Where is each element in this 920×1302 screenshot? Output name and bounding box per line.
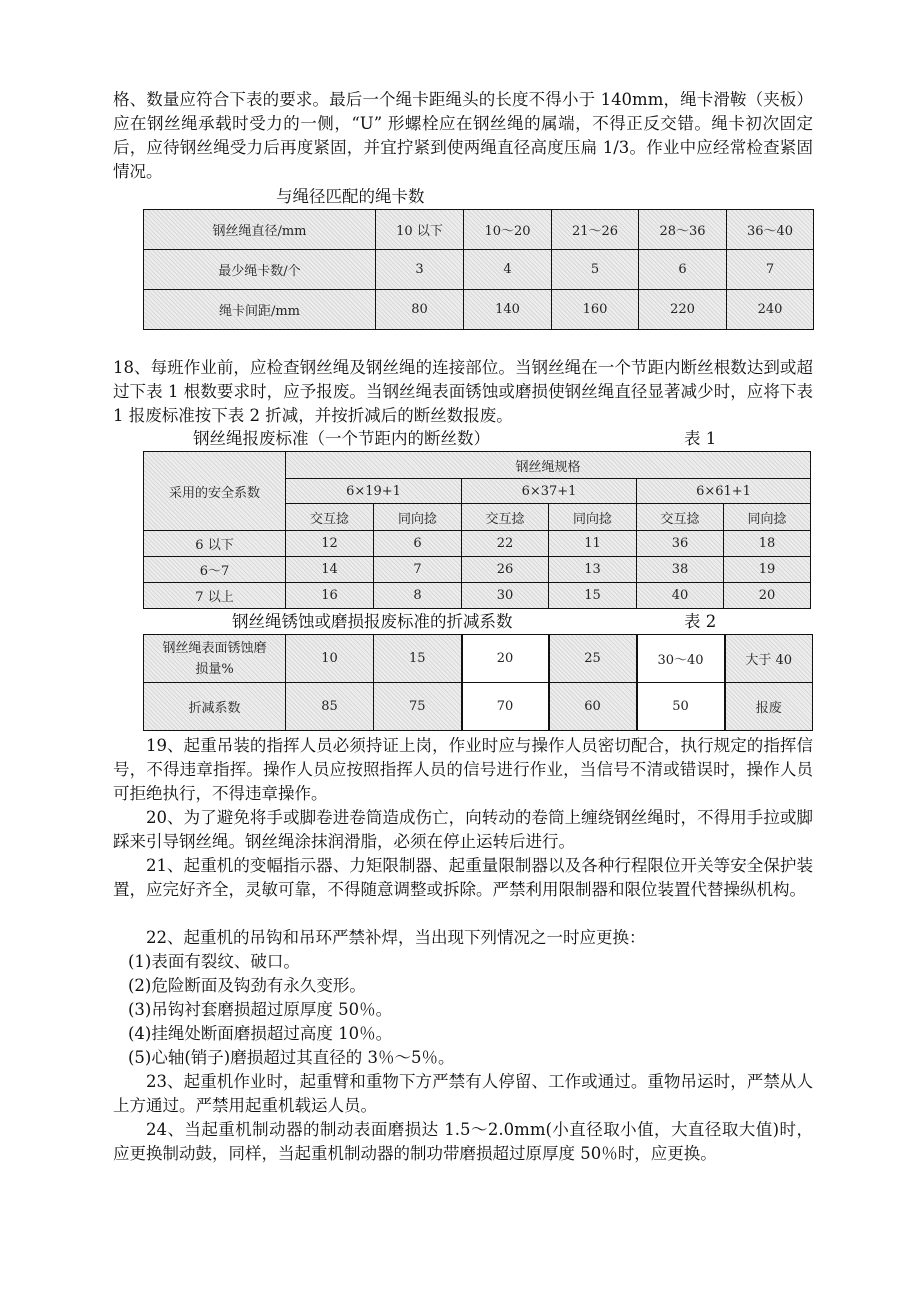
table-cell: 16 [286, 583, 374, 609]
table-cell: 26 [462, 557, 549, 583]
table-cell: 15 [549, 583, 637, 609]
table-cell: 28～36 [639, 210, 727, 250]
table2-caption: 钢丝绳锈蚀或磨损报废标准的折减系数 [232, 612, 513, 631]
twist-header: 交互捻 [462, 504, 549, 531]
table-cell: 5 [552, 250, 639, 290]
intro-paragraph: 格、数量应符合下表的要求。最后一个绳卡距绳头的长度不得小于 140mm，绳卡滑鞍（夹板）应在钢丝绳承载时受力的一侧，“U” 形螺栓应在钢丝绳的属端，不得正反交错。绳卡初次固定后，应待钢丝绳受力后再度紧固，并宜拧紧到使两绳直径高度压扁 1/3。作业中应经常检查紧固情况。 [113, 90, 813, 181]
corner-label: 采用的安全系数 [144, 452, 286, 531]
table-cell: 240 [727, 290, 814, 330]
table-cell: 160 [552, 290, 639, 330]
table-cell: 3 [376, 250, 464, 290]
twist-header: 交互捻 [637, 504, 724, 531]
table-cell: 7 [374, 557, 462, 583]
item-24: 24、当起重机制动器的制动表面磨损达 1.5～2.0mm(小直径取小值，大直径取大值)时，应更换制动鼓，同样，当起重机制动器的制功带磨损超过原厚度 50％时，应更换。 [113, 1120, 813, 1163]
table-cell: 4 [464, 250, 552, 290]
table-cell: 70 [462, 683, 549, 731]
row-label: 最少绳卡数/个 [144, 250, 376, 290]
reduction-coefficient-table [143, 634, 813, 731]
table-cell: 60 [549, 683, 637, 731]
table-cell: 12 [286, 531, 374, 557]
table-cell: 20 [724, 583, 811, 609]
table-cell: 11 [549, 531, 637, 557]
table-cell: 18 [724, 531, 811, 557]
item-23: 23、起重机作业时，起重臂和重物下方严禁有人停留、工作或通过。重物吊运时，严禁从人上方通过。严禁用起重机载运人员。 [113, 1072, 813, 1115]
table-cell: 38 [637, 557, 724, 583]
table2-number: 表 2 [684, 612, 717, 631]
scrap-standard-table [143, 451, 811, 609]
table-row [144, 635, 813, 683]
table-cell: 10～20 [464, 210, 552, 250]
wear-label-line1: 钢丝绳表面锈蚀磨 [162, 640, 267, 656]
table-cell: 36 [637, 531, 724, 557]
table-row [144, 250, 814, 290]
table-row [144, 557, 811, 583]
table-cell: 7 [727, 250, 814, 290]
row-label: 折减系数 [144, 683, 286, 731]
table-cell: 13 [549, 557, 637, 583]
table-cell: 10 以下 [376, 210, 464, 250]
item-19: 19、起重吊装的指挥人员必须持证上岗，作业时应与操作人员密切配合，执行规定的指挥信号，不得违章指挥。操作人员应按照指挥人员的信号进行作业，当信号不清或错误时，操作人员可拒绝执行，不得违章操作。 [113, 736, 813, 803]
table-cell: 30～40 [637, 635, 725, 683]
table-row [144, 210, 814, 250]
row-label: 7 以上 [144, 583, 286, 609]
twist-header: 同向捻 [724, 504, 811, 531]
table-cell: 大于 40 [725, 635, 813, 683]
table-cell: 80 [376, 290, 464, 330]
row-label: 绳卡间距/mm [144, 290, 376, 330]
table-row [144, 452, 811, 479]
table-cell: 报废 [725, 683, 813, 731]
item-22: 22、起重机的吊钩和吊环严禁补焊，当出现下列情况之一时应更换： [146, 928, 646, 947]
table-cell: 85 [286, 683, 374, 731]
table-cell: 10 [286, 635, 374, 683]
twist-header: 交互捻 [286, 504, 374, 531]
table-cell: 15 [374, 635, 462, 683]
spec-6x19: 6×19+1 [286, 479, 462, 504]
row-label: 6～7 [144, 557, 286, 583]
row-label: 6 以下 [144, 531, 286, 557]
spec-6x61: 6×61+1 [637, 479, 811, 504]
list-item: (1)表面有裂纹、破口。 [128, 952, 300, 971]
table-cell: 50 [637, 683, 725, 731]
wear-label [144, 635, 286, 683]
table-cell: 40 [637, 583, 724, 609]
table-row [144, 683, 813, 731]
wear-label-line2: 损量% [195, 661, 234, 677]
item-18: 18、每班作业前，应检查钢丝绳及钢丝绳的连接部位。当钢丝绳在一个节距内断丝根数达到或超过下表 1 根数要求时，应予报废。当钢丝绳表面锈蚀或磨损使钢丝绳直径显著减少时，应将下表 1 报废标准按下表 2 折减，并按折减后的断丝数报废。 [113, 358, 813, 425]
list-item: (3)吊钩衬套磨损超过原厚度 50％。 [128, 1000, 393, 1019]
table-cell: 140 [464, 290, 552, 330]
clip-count-table [143, 209, 814, 330]
item-20: 20、为了避免将手或脚卷进卷筒造成伤亡，向转动的卷筒上缠绕钢丝绳时，不得用手拉或脚踩来引导钢丝绳。钢丝绳涂抹润滑脂，必须在停止运转后进行。 [113, 808, 813, 851]
table-row [144, 531, 811, 557]
table-cell: 220 [639, 290, 727, 330]
table1-caption: 钢丝绳报废标准（一个节距内的断丝数） [193, 429, 490, 448]
list-item: (4)挂绳处断面磨损超过高度 10％。 [128, 1024, 393, 1043]
table1-number: 表 1 [684, 429, 717, 448]
table-cell: 6 [639, 250, 727, 290]
table-row [144, 583, 811, 609]
row-label: 钢丝绳直径/mm [144, 210, 376, 250]
table-cell: 75 [374, 683, 462, 731]
item-21: 21、起重机的变幅指示器、力矩限制器、起重量限制器以及各种行程限位开关等安全保护装置，应完好齐全，灵敏可靠，不得随意调整或拆除。严禁利用限制器和限位装置代替操纵机构。 [113, 856, 813, 899]
table-cell: 22 [462, 531, 549, 557]
spec-6x37: 6×37+1 [462, 479, 637, 504]
clip-table-caption: 与绳径匹配的绳卡数 [276, 187, 425, 206]
table-cell: 8 [374, 583, 462, 609]
twist-header: 同向捻 [374, 504, 462, 531]
table-cell: 21～26 [552, 210, 639, 250]
table-cell: 30 [462, 583, 549, 609]
table-cell: 14 [286, 557, 374, 583]
table-cell: 20 [462, 635, 549, 683]
table-cell: 25 [549, 635, 637, 683]
table-cell: 36～40 [727, 210, 814, 250]
table-row [144, 290, 814, 330]
list-item: (5)心轴(销子)磨损超过其直径的 3％～5％。 [128, 1048, 455, 1067]
table-cell: 19 [724, 557, 811, 583]
table-cell: 6 [374, 531, 462, 557]
spec-header: 钢丝绳规格 [286, 452, 811, 479]
list-item: (2)危险断面及钩劲有永久变形。 [128, 976, 366, 995]
twist-header: 同向捻 [549, 504, 637, 531]
